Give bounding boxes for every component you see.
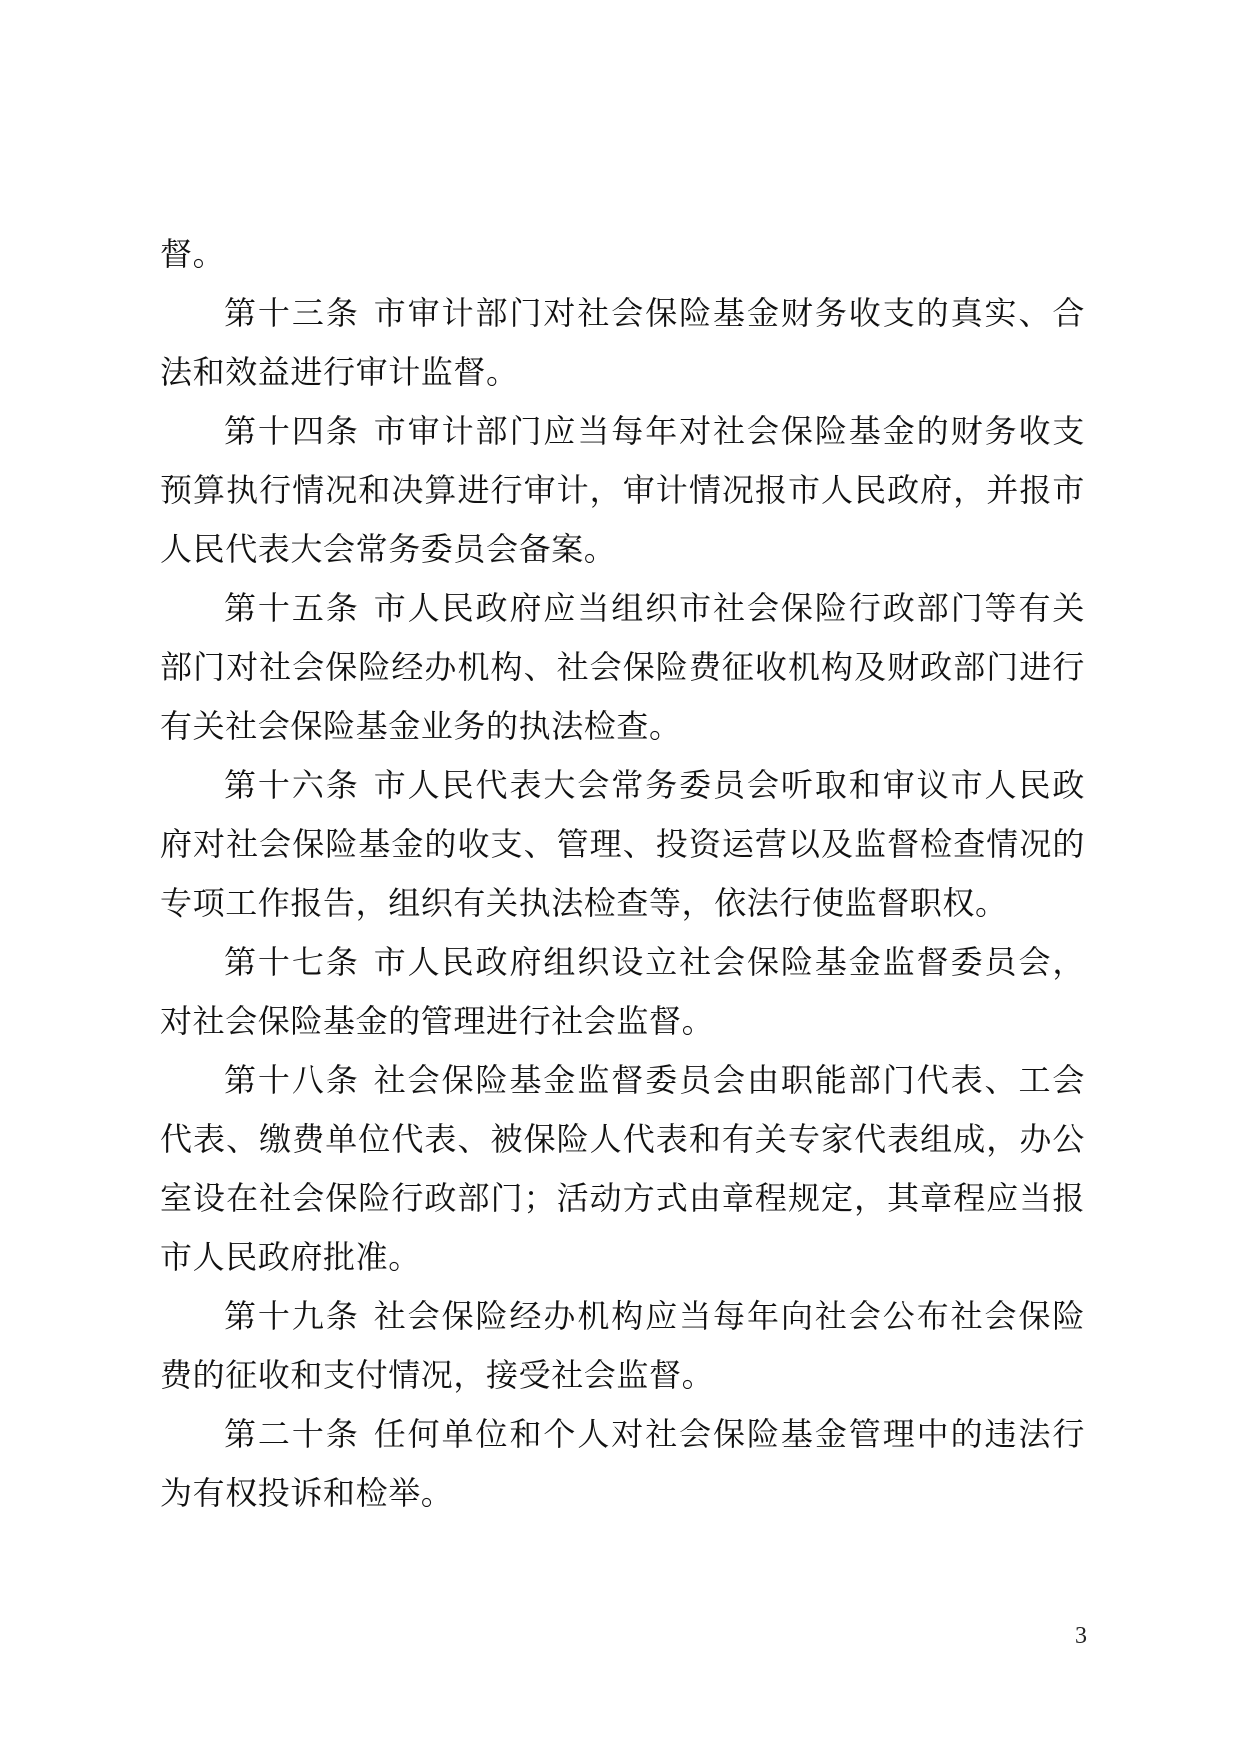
article-18-text: 社会保险基金监督委员会由职能部门代表、工会代表、缴费单位代表、被保险人代表和有关专家代表组成，办公室设在社会保险行政部门；活动方式由章程规定，其章程应当报市人民政府批准。 [160,1061,1085,1276]
page-number: 3 [1075,1623,1087,1649]
article-18 [160,1051,1085,1287]
article-19-number: 第十九条 [224,1297,360,1335]
article-14-number: 第十四条 [224,412,360,450]
article-14 [160,402,1085,579]
article-18-number: 第十八条 [224,1061,360,1099]
article-16-text: 市人民代表大会常务委员会听取和审议市人民政府对社会保险基金的收支、管理、投资运营以及监督检查情况的专项工作报告，组织有关执法检查等，依法行使监督职权。 [160,766,1085,922]
article-13-number: 第十三条 [224,294,360,332]
article-15-text: 市人民政府应当组织市社会保险行政部门等有关部门对社会保险经办机构、社会保险费征收机构及财政部门进行有关社会保险基金业务的执法检查。 [160,589,1085,745]
article-19 [160,1287,1085,1405]
article-20 [160,1405,1085,1523]
article-17-number: 第十七条 [224,943,360,981]
article-13 [160,284,1085,402]
article-17-text: 市人民政府组织设立社会保险基金监督委员会，对社会保险基金的管理进行社会监督。 [160,943,1085,1040]
article-20-number: 第二十条 [224,1415,360,1453]
article-16-number: 第十六条 [224,766,360,804]
article-17 [160,933,1085,1051]
article-16 [160,756,1085,933]
continuation-paragraph: 督。 [160,235,226,273]
article-13-text: 市审计部门对社会保险基金财务收支的真实、合法和效益进行审计监督。 [160,294,1085,391]
document-body [160,225,1085,1523]
article-15 [160,579,1085,756]
article-14-text: 市审计部门应当每年对社会保险基金的财务收支预算执行情况和决算进行审计，审计情况报市人民政府，并报市人民代表大会常务委员会备案。 [160,412,1085,568]
article-15-number: 第十五条 [224,589,360,627]
article-19-text: 社会保险经办机构应当每年向社会公布社会保险费的征收和支付情况，接受社会监督。 [160,1297,1085,1394]
article-20-text: 任何单位和个人对社会保险基金管理中的违法行为有权投诉和检举。 [160,1415,1085,1512]
